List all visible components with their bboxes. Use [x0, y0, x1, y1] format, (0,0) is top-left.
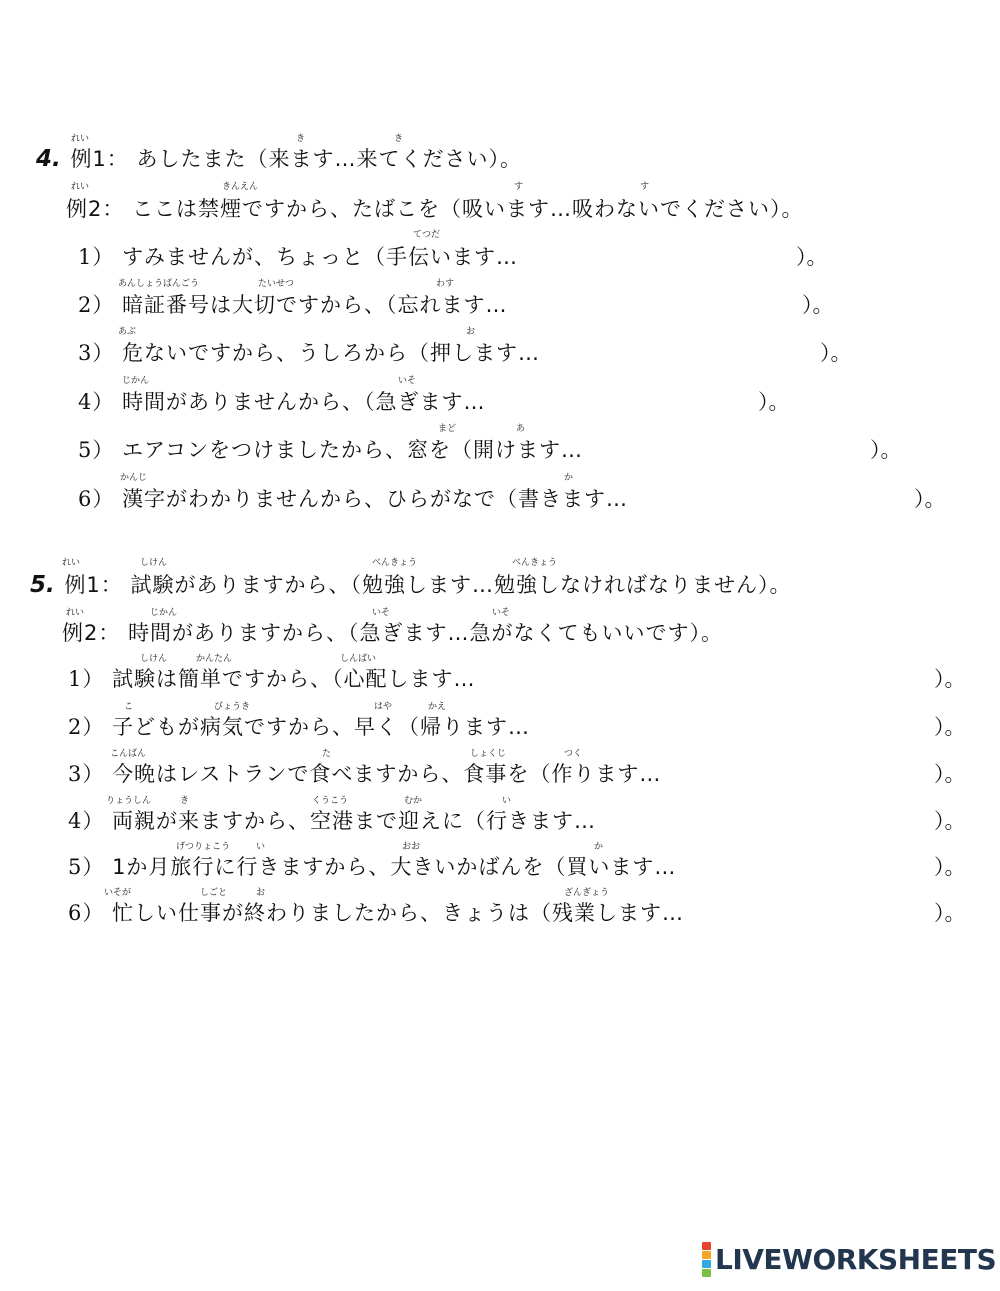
example-text: ここは禁煙ですから、たばこを（吸います…吸わないでください）。 [132, 197, 804, 221]
item-number: 1） [78, 245, 115, 269]
furigana: こんばん [110, 749, 147, 759]
furigana: たいせつ [258, 279, 295, 289]
example-text: あしたまた（来ます…来てください）。 [136, 147, 522, 171]
example-label: 例2： [62, 621, 121, 645]
furigana: こ [124, 702, 134, 712]
item-text: 1か月旅行に行きますから、大きいかばんを（買います… [112, 855, 677, 879]
item-1-line [68, 666, 476, 692]
item-4-line [78, 389, 486, 415]
item-6-line [78, 486, 628, 512]
answer-blank-close: ）。 [934, 762, 966, 786]
item-text: 今晩はレストランで食べますから、食事を（作ります… [112, 762, 662, 786]
furigana: す [640, 182, 650, 192]
furigana: いそ [372, 608, 391, 618]
item-2-line [68, 714, 530, 740]
example-2-line [66, 196, 804, 222]
answer-blank-close: ）。 [934, 715, 966, 739]
answer-blank-close: ）。 [934, 667, 966, 691]
section-number: 5. [30, 572, 55, 598]
furigana: き [394, 134, 404, 144]
furigana: わす [436, 279, 455, 289]
logo-mark-block [702, 1242, 711, 1250]
item-text: 試験は簡単ですから、（心配します… [112, 667, 476, 691]
item-5-line [68, 854, 676, 880]
furigana: き [296, 134, 306, 144]
furigana: てつだ [413, 230, 441, 240]
furigana: あんしょうばんごう [118, 279, 200, 289]
item-6-line [68, 900, 684, 926]
item-text: 時間がありませんから、（急ぎます… [122, 390, 486, 414]
furigana: お [256, 888, 266, 898]
example-1-line [36, 146, 522, 172]
furigana: はや [374, 702, 393, 712]
furigana: まど [438, 424, 457, 434]
item-4-line [68, 808, 596, 834]
furigana: いそ [492, 608, 511, 618]
furigana: かんじ [120, 473, 148, 483]
furigana: あ [516, 424, 526, 434]
item-number: 2） [78, 293, 115, 317]
furigana: しょくじ [470, 749, 507, 759]
item-number: 6） [68, 901, 105, 925]
furigana: りょうしん [106, 796, 152, 806]
item-number: 3） [78, 341, 115, 365]
example-label: 例1： [64, 573, 123, 597]
furigana: い [502, 796, 512, 806]
furigana: おお [402, 842, 421, 852]
logo-mark-block [702, 1269, 711, 1277]
item-1-line [78, 244, 518, 270]
furigana: か [564, 473, 574, 483]
section-number: 4. [36, 146, 61, 172]
furigana: つく [564, 749, 583, 759]
answer-blank-close: ）。 [870, 438, 902, 462]
item-2-line [78, 292, 508, 318]
answer-blank-close: ）。 [820, 341, 852, 365]
furigana: げつりょこう [176, 842, 231, 852]
item-text: エアコンをつけましたから、窓を（開けます… [122, 438, 584, 462]
furigana: じかん [150, 608, 178, 618]
example-label: 例2： [66, 197, 125, 221]
furigana: か [594, 842, 604, 852]
logo-mark-block [702, 1251, 711, 1259]
example-1-line [30, 572, 792, 598]
answer-blank-close: ）。 [802, 293, 834, 317]
furigana: き [180, 796, 190, 806]
item-text: 忙しい仕事が終わりましたから、きょうは（残業します… [112, 901, 685, 925]
answer-blank-close: ）。 [934, 901, 966, 925]
furigana: れい [66, 608, 85, 618]
item-text: 両親が来ますから、空港まで迎えに（行きます… [112, 809, 597, 833]
furigana: いそが [104, 888, 132, 898]
item-number: 4） [78, 390, 115, 414]
example-text: 試験がありますから、（勉強します…勉強しなければなりません）。 [130, 573, 792, 597]
furigana: しんぱい [340, 654, 377, 664]
logo-text: LIVEWORKSHEETS [715, 1242, 997, 1276]
item-number: 5） [78, 438, 115, 462]
furigana: お [466, 327, 476, 337]
answer-blank-close: ）。 [796, 245, 828, 269]
furigana: かんたん [196, 654, 233, 664]
example-2-line [62, 620, 723, 646]
furigana: しごと [200, 888, 228, 898]
furigana: い [256, 842, 266, 852]
furigana: くうこう [312, 796, 349, 806]
item-text: 子どもが病気ですから、早く（帰ります… [112, 715, 531, 739]
furigana: むか [404, 796, 423, 806]
answer-blank-close: ）。 [758, 390, 790, 414]
example-label: 例1： [70, 147, 129, 171]
answer-blank-close: ）。 [934, 855, 966, 879]
furigana: あぶ [118, 327, 137, 337]
example-text: 時間がありますから、（急ぎます…急がなくてもいいです）。 [128, 621, 724, 645]
logo-mark-block [702, 1260, 711, 1268]
furigana: いそ [398, 376, 417, 386]
furigana: びょうき [214, 702, 251, 712]
furigana: れい [71, 134, 90, 144]
item-number: 3） [68, 762, 105, 786]
furigana: た [322, 749, 332, 759]
item-number: 6） [78, 487, 115, 511]
liveworksheets-logo [702, 1238, 996, 1280]
item-5-line [78, 437, 583, 463]
furigana: べんきょう [372, 558, 418, 568]
furigana: れい [62, 558, 81, 568]
item-number: 2） [68, 715, 105, 739]
item-number: 4） [68, 809, 105, 833]
item-3-line [78, 340, 540, 366]
item-number: 5） [68, 855, 105, 879]
furigana: べんきょう [512, 558, 558, 568]
furigana: れい [71, 182, 90, 192]
item-text: 漢字がわかりませんから、ひらがなで（書きます… [122, 487, 629, 511]
furigana: じかん [122, 376, 150, 386]
answer-blank-close: ）。 [934, 809, 966, 833]
furigana: かえ [428, 702, 447, 712]
furigana: す [514, 182, 524, 192]
item-number: 1） [68, 667, 105, 691]
furigana: きんえん [222, 182, 259, 192]
answer-blank-close: ）。 [914, 487, 946, 511]
furigana: しけん [140, 558, 168, 568]
item-text: 危ないですから、うしろから（押します… [122, 341, 541, 365]
item-3-line [68, 761, 661, 787]
item-text: 暗証番号は大切ですから、（忘れます… [122, 293, 508, 317]
item-text: すみませんが、ちょっと（手伝います… [122, 245, 519, 269]
furigana: しけん [140, 654, 168, 664]
furigana: ざんぎょう [564, 888, 610, 898]
logo-mark-icon [702, 1242, 711, 1277]
